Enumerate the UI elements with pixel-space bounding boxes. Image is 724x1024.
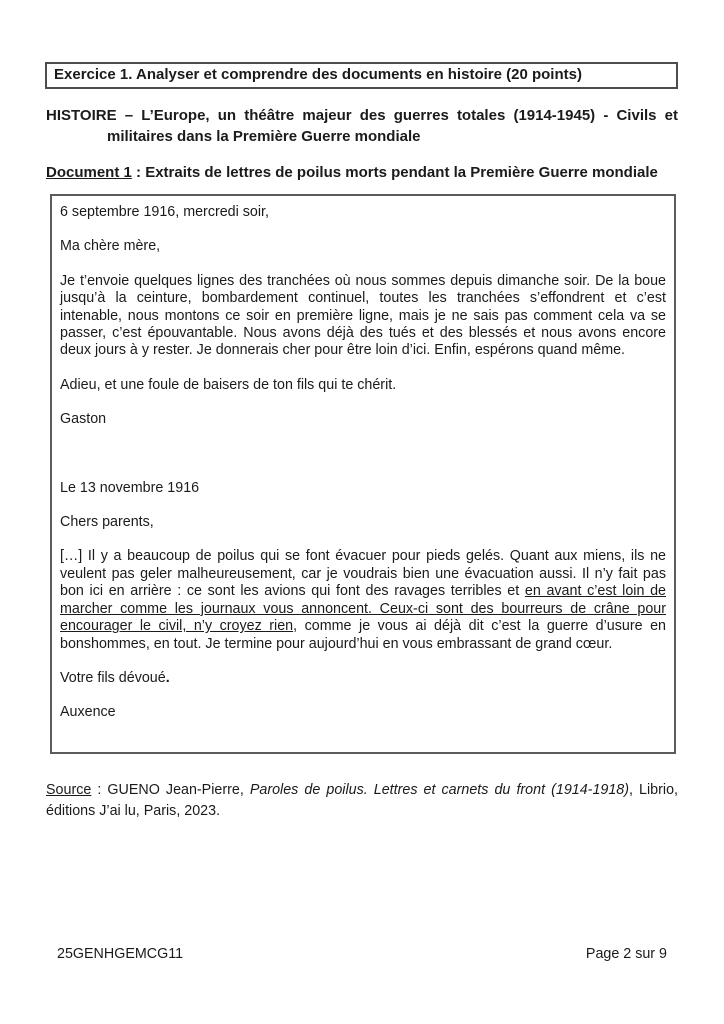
- footer-doc-code: 25GENHGEMCG11: [57, 946, 184, 962]
- letter1-date: 6 septembre 1916, mercredi soir,: [60, 204, 269, 220]
- letter1-signature: Gaston: [60, 411, 107, 428]
- exercise-title-box: [45, 62, 678, 89]
- document-label: Document 1: [46, 164, 132, 181]
- source-author: GUENO Jean-Pierre,: [107, 782, 250, 798]
- document-heading: [46, 162, 678, 183]
- exam-page-content: [45, 62, 678, 821]
- subject-heading: [46, 105, 678, 147]
- document-title: Extraits de lettres de poilus morts pendant la Première Guerre mondiale: [145, 164, 658, 181]
- letter2-signature: Auxence: [60, 704, 116, 721]
- letter2-date: Le 13 novembre 1916: [60, 479, 200, 496]
- letter1-closing: Adieu, et une foule de baisers de ton fils qui te chérit.: [60, 376, 397, 393]
- subject-label: HISTOIRE: [46, 107, 117, 124]
- letters-box: [50, 194, 676, 754]
- exercise-title: Exercice 1. Analyser et comprendre des documents en histoire (20 points): [54, 66, 582, 83]
- letter2-body: [60, 548, 666, 652]
- letter1-body: Je t’envoie quelques lignes des tranchées où nous sommes depuis dimanche soir. De la boue jusqu’à la ceinture, bombardement continuel, toutes les tranchées s’effondrent et c’est intenable, nous montons ce soir en première ligne, mais je ne sais pas comment cela va se passer, c’est épouvantable. Nous avons déjà des tués et des blessés et nous avons encore deux jours à y rester. Je donnerais cher pour être loin d’ici. Enfin, espérons quand même.: [60, 272, 666, 359]
- letter2-body-underlined: en avant c’est loin de marcher comme les journaux vous annoncent. Ceux-ci sont des bourreurs de crâne pour encourager le civil, n’y croyez rien: [60, 583, 666, 635]
- letter2-body-part1: […] Il y a beaucoup de poilus qui se font évacuer pour pieds gelés. Quant aux miens, ils ne veulent pas geler malheureusement, car je voudrais bien une évacuation aussi. Il n’y fait pas bon ici en arrière : ce sont les avions qui font des ravages terribles et: [60, 548, 666, 600]
- subject-text: L’Europe, un théâtre majeur des guerres totales (1914-1945) - Civils et militaires dans la Première Guerre mondiale: [107, 107, 678, 145]
- letter2-closing-period: .: [165, 669, 170, 686]
- subject-dash: –: [116, 107, 142, 124]
- source-citation: [46, 780, 678, 821]
- letter2-closing-text: Votre fils dévoué: [60, 669, 166, 686]
- letter2-body-part2: , comme je vous ai déjà dit c’est la guerre d’usure en bonshommes, en tout. Je termine pour aujourd’hui en vous embrassant de grand cœur.: [60, 618, 667, 652]
- source-publisher: , Librio, éditions J’ai lu, Paris, 2023.: [46, 782, 678, 819]
- source-separator: :: [91, 782, 108, 798]
- document-separator: :: [131, 164, 146, 181]
- letter2-salutation: Chers parents,: [60, 514, 154, 531]
- footer-page-number: Page 2 sur 9: [585, 946, 667, 962]
- letter2-closing: [60, 670, 666, 687]
- source-title: Paroles de poilus. Lettres et carnets du front (1914-1918): [249, 782, 630, 798]
- source-label: Source: [46, 782, 92, 798]
- page-footer: [57, 946, 667, 963]
- letter1-salutation: Ma chère mère,: [60, 238, 161, 255]
